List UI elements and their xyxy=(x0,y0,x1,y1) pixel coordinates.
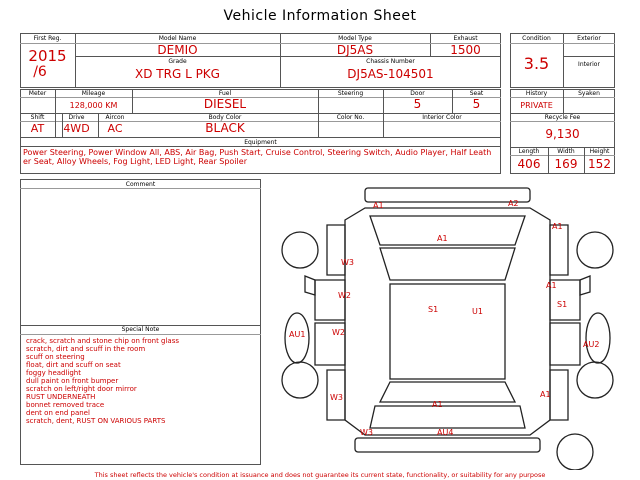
drive-value: 4WD xyxy=(63,122,90,135)
aircon-value: AC xyxy=(107,122,123,135)
seat-value: 5 xyxy=(472,97,481,111)
model-type-value: DJ5AS xyxy=(336,43,374,57)
damage-mark: W3 xyxy=(341,258,354,267)
door-value: 5 xyxy=(413,97,422,111)
fuel-label: Fuel xyxy=(218,90,232,97)
comment-box xyxy=(20,179,261,326)
fuel-value: DIESEL xyxy=(203,97,247,111)
model-name-label: Model Name xyxy=(158,35,197,42)
recycle-fee-value: 9,130 xyxy=(545,127,580,141)
first-reg-label: First Reg. xyxy=(33,35,62,42)
special-note-line: crack, scratch and stone chip on front glass xyxy=(26,337,180,345)
drive-label: Drive xyxy=(68,114,85,121)
shift-label: Shift xyxy=(30,114,45,121)
syaken-label: Syaken xyxy=(578,90,600,97)
body-color-label: Body Color xyxy=(208,114,242,121)
length-label: Length xyxy=(518,148,540,155)
special-note-line: dull paint on front bumper xyxy=(26,377,119,385)
special-note-line: scratch, dirt and scuff in the room xyxy=(26,345,146,353)
special-note-line: foggy headlight xyxy=(26,369,81,377)
body-color-value: BLACK xyxy=(205,121,245,135)
damage-mark: A1 xyxy=(373,201,384,210)
mileage-label: Mileage xyxy=(81,90,106,97)
first-reg-month: /6 xyxy=(33,64,47,80)
aircon-label: Aircon xyxy=(105,114,125,121)
model-type-label: Model Type xyxy=(338,35,372,42)
damage-mark: A1 xyxy=(546,281,557,290)
color-no-label: Color No. xyxy=(336,114,365,121)
steering-label: Steering xyxy=(337,90,364,97)
damage-mark: A1 xyxy=(552,222,563,231)
exhaust-value: 1500 xyxy=(450,43,481,57)
special-note-line: scratch on left/right door mirror xyxy=(26,385,137,393)
exhaust-label: Exhaust xyxy=(453,35,478,42)
special-note-line: RUST UNDERNEATH xyxy=(26,393,96,401)
disclaimer-footer: This sheet reflects the vehicle's condition at issuance and does not guarantee its current state, functionality, or suitability for any purpose xyxy=(94,471,546,479)
damage-mark: A2 xyxy=(508,199,519,208)
damage-mark: U1 xyxy=(472,307,483,316)
car-damage-diagram xyxy=(275,180,620,470)
equipment-value: Power Steering, Power Window All, ABS, Air Bag, Push Start, Cruise Control, Steering Switch, Audio Player, Half Leather Seat, Alloy Wheels, Fog Light, LED Light, Rear Spoiler xyxy=(23,148,492,166)
damage-mark: S1 xyxy=(557,300,568,309)
chassis-value: DJ5AS-104501 xyxy=(347,67,434,81)
condition-value: 3.5 xyxy=(523,54,550,73)
special-note-line: float, dirt and scuff on seat xyxy=(26,361,121,369)
page-title: Vehicle Information Sheet xyxy=(223,8,417,24)
special-note-list xyxy=(26,337,179,425)
damage-mark: AU1 xyxy=(289,330,306,339)
model-name-value: DEMIO xyxy=(157,43,198,57)
first-reg-year: 2015 xyxy=(28,47,67,65)
width-label: Width xyxy=(557,148,575,155)
shift-value: AT xyxy=(30,122,45,135)
chassis-label: Chassis Number xyxy=(366,58,415,65)
length-value: 406 xyxy=(517,157,541,171)
special-note-line: scuff on steering xyxy=(26,353,85,361)
interior-label: Interior xyxy=(578,61,600,68)
damage-mark: W2 xyxy=(332,328,345,337)
comment-label: Comment xyxy=(125,181,156,188)
damage-mark: W2 xyxy=(338,291,351,300)
condition-label: Condition xyxy=(522,35,551,42)
interior-color-label: Interior Color xyxy=(422,114,462,121)
special-note-line: scratch, dent, RUST ON VARIOUS PARTS xyxy=(26,417,166,425)
recycle-fee-label: Recycle Fee xyxy=(544,114,581,121)
damage-mark: W3 xyxy=(360,428,373,437)
damage-mark: S1 xyxy=(428,305,439,314)
damage-mark: A1 xyxy=(540,390,551,399)
special-note-line: dent on end panel xyxy=(26,409,90,417)
equipment-label: Equipment xyxy=(244,139,277,146)
width-value: 169 xyxy=(554,157,578,171)
damage-mark: A1 xyxy=(432,400,443,409)
damage-mark: AU2 xyxy=(583,340,600,349)
exterior-label: Exterior xyxy=(577,35,601,42)
damage-mark: A1 xyxy=(437,234,448,243)
height-label: Height xyxy=(589,148,610,155)
meter-label: Meter xyxy=(28,90,47,97)
special-note-line: bonnet removed trace xyxy=(26,401,105,409)
damage-mark: AU4 xyxy=(437,428,454,437)
mileage-value: 128,000 KM xyxy=(69,101,118,110)
special-note-label: Special Note xyxy=(121,326,160,333)
history-label: History xyxy=(525,90,548,97)
grade-label: Grade xyxy=(168,58,187,65)
seat-label: Seat xyxy=(469,90,484,97)
damage-mark: W3 xyxy=(330,393,343,402)
grade-value: XD TRG L PKG xyxy=(135,67,220,81)
door-label: Door xyxy=(410,90,425,97)
history-value: PRIVATE xyxy=(520,101,553,110)
height-value: 152 xyxy=(588,157,611,171)
